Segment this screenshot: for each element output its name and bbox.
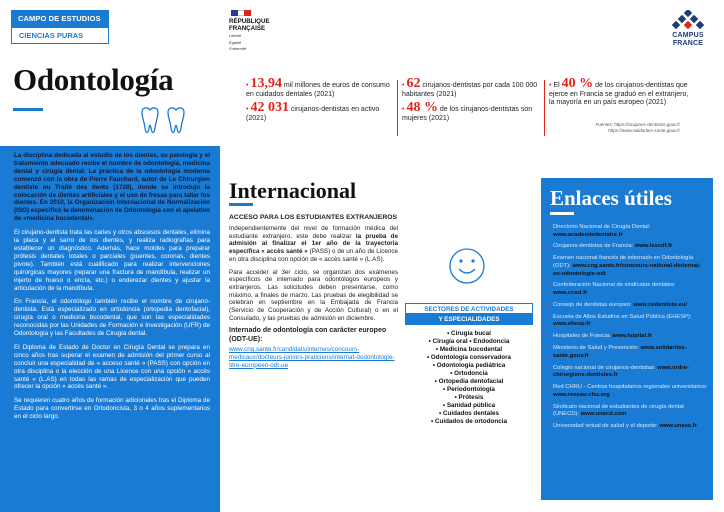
bullet-icon: •	[549, 82, 552, 89]
link-label: Consejo de dentistas europeo:	[553, 301, 634, 308]
stats-divider-1	[397, 80, 398, 136]
motto-line-1: Liberté	[229, 33, 242, 38]
sector-item: • Sanidad pública	[442, 402, 496, 409]
stats-column-2	[402, 76, 542, 128]
source-line-1: Fuentes: https://cirujanos-dentistas.gouv.fr	[595, 122, 680, 127]
links-list	[548, 224, 708, 435]
stat-number: 40 %	[561, 76, 594, 91]
internacional-section	[229, 214, 398, 369]
link-label: Sindicato nacional de estudiantes de cirugía dental (UNECD):	[553, 403, 684, 418]
stat-item	[246, 76, 396, 99]
title-underline	[13, 108, 43, 111]
description-paragraph: El Diploma de Estado de Doctor en Cirugía Dental se prepara en cinco años tras superar el examen de admisión del primer curso al concluir una especialidad de « acceso santé » (PASS) con opción en otra disciplina o la elección de una Licence con una opción « accès santé » (L.AS) en todas las ramas de especialización que pueden ofrecer la opción « accès santé ».	[14, 343, 210, 391]
link-label: Hospitales de Francia:	[553, 333, 613, 340]
link-item	[548, 302, 708, 310]
sources-note	[590, 122, 680, 134]
sector-item: • Ortopedia dentofacial	[434, 378, 504, 385]
description-panel	[0, 146, 220, 512]
stat-number: 62	[406, 76, 421, 91]
link-label: Escuela de Altos Estudios en Salud Pública (EHESP):	[553, 313, 692, 320]
internacional-title: Internacional	[229, 178, 357, 203]
motto-line-3: Fraternité	[229, 46, 247, 52]
link-item	[548, 243, 708, 251]
description-paragraph: La disciplina dedicada al estudio de los dientes, su patología y el tratamiento adecuado recibe el nombre de odontología, medicina dental y cirugía dental. La práctica de la odontología moderna comenzó con la obra de Pierre Fauchard, autor de Le Chirurgien dentiste ou Traité des dents (1728), donde se introdujo la colocación de dientes artificiales y el uso de fresas para tallar los dientes. En 2010, la Organización Internacional de Normalización (ISO) especificó la denominación de Odontología con el apelativo de «medicina bucodental».	[14, 152, 210, 223]
link-label: Examen nacional francés de internado en Odontología (ODT):	[553, 255, 694, 269]
description-paragraph: Se requieren cuatro años de formación adicionales tras el Diploma de Estado para convertirse en Ortodoncista, 3 o 4 años suplementarios en el ciclo largo.	[14, 397, 210, 421]
links-title: Enlaces útiles	[550, 186, 672, 210]
stat-number: 48 %	[406, 100, 438, 116]
stat-text: mil millones de euros de consumo en cuidados dentales (2021)	[246, 82, 390, 98]
link-label: Red CHRU - Centros hospitalarios regionales universitarios:	[553, 384, 708, 391]
campus-line-2: FRANCE	[672, 39, 704, 47]
internacional-paragraph-2: Para acceder al 3er ciclo, se organizan dos exámenes específicos de internado para odontólogos europeos y extranjeros. Las solicitudes deben presentarse, como máximo, a finales de marzo. Las pruebas de elegibilidad se celebran en septiembre en la Embajada de Francia (Servicio de Cooperación y de Acción Cultural) o en el Consulado, y las pruebas de admisión en diciembre.	[229, 268, 398, 322]
stats-divider-2	[544, 80, 545, 136]
p1-part-c: (PASS) o de un año de Licence en otra disciplina con opción de « accès santé » (L.AS).	[229, 248, 398, 263]
link-url[interactable]: www.hopital.fr	[612, 333, 653, 340]
internacional-underline	[229, 203, 253, 206]
sectores-title-bottom: Y ESPECIALIDADES	[405, 314, 533, 325]
link-item	[548, 333, 708, 341]
sector-item: • Cuidados de ortodoncia	[430, 418, 508, 425]
link-label: Directorio Nacional de Cirugía Dental:	[553, 224, 651, 230]
stat-text: de los cirujanos-dentistas son mujeres (2021)	[402, 106, 533, 122]
link-url[interactable]: www.cedentists.eu/	[633, 301, 687, 308]
stat-item	[402, 76, 542, 99]
links-underline	[550, 212, 574, 215]
motto-line-2: Égalité	[229, 39, 242, 45]
stat-text: cirujanos-dentistas en activo (2021)	[246, 106, 380, 122]
link-item	[548, 404, 708, 419]
link-url[interactable]: www.reseau-chu.org	[553, 391, 610, 398]
link-label: Confederación Nacional de sindicatos dentales:	[553, 282, 676, 289]
stat-text: de los cirujanos-dentistas que ejerce en Francia se graduó en el extranjero, la mayoría en un país europeo (2021)	[549, 82, 689, 107]
link-label: Universidad virtual de salud y el deporte:	[553, 423, 660, 430]
discipline-tag: CIENCIAS PURAS	[11, 27, 109, 44]
link-url[interactable]: www.solidarites-sante.gouv.fr	[553, 345, 687, 359]
bullet-icon: •	[246, 82, 249, 89]
sector-item: • Ortodoncia	[450, 370, 488, 377]
sector-item: • Odontología pediátrica	[432, 362, 506, 369]
description-paragraph: El cirujano-dentista trata las caries y otros abscesos dentales, elimina la placa y el sarro de los dientes, y realiza radiografías para establecer un diagnóstico. Además, hace moldes para preparar prótesis dentales totales o parciales (puentes, coronas, dientes pivote). También está cualificado para realizar intervenciones quirúrgicas mayores (reparar una fractura de mandíbula, realizar un injerto de hueso o encía, etc.) o enderezar dientes y ajustar la articulación de la mandíbula.	[14, 229, 210, 292]
stats-column-3	[549, 76, 689, 113]
republique-francaise-logo	[229, 10, 289, 52]
odt-ue-subtitle: Internado de odontología con carácter europeo (ODT-UE):	[229, 327, 387, 343]
campus-france-emblem-icon	[671, 10, 705, 32]
description-paragraph: En Francia, el odontólogo también recibe el nombre de cirujano-dentista. Está especializado en ortodoncia (ortopedia dentofacial), cirugía oral o medicina bucodental, que son las especialidades reconocidas por las Unidades de Formación e Investigación (UFR) de Odontología y las Facultades de Cirugía dental.	[14, 298, 210, 338]
stat-text: cirujanos-dentistas por cada 100 000 habitantes (2021)	[402, 82, 538, 98]
sector-item: • Periodontología	[443, 386, 495, 393]
link-url[interactable]: www.cnsd.fr	[553, 290, 588, 297]
french-flag-icon	[231, 10, 251, 16]
sectores-list	[405, 330, 533, 426]
link-item	[548, 314, 708, 329]
campus-france-logo	[660, 10, 716, 47]
p1-part-b: la prueba de admisión al finalizar el 1er año de la trayectoria específica « accès santé »	[229, 232, 399, 256]
sectores-title-top: SECTORES DE ACTIVIDADES	[405, 303, 533, 314]
link-label: Cirujanos-dentistas de Francia:	[553, 243, 635, 250]
sector-item: • Prótesis	[454, 394, 484, 401]
stat-prefix: El	[553, 82, 562, 89]
bullet-icon: •	[402, 82, 405, 89]
stat-item	[549, 76, 689, 108]
stats-column-1	[246, 76, 396, 128]
link-item	[548, 224, 708, 239]
odt-ue-link[interactable]: www.cng.sante.fr/candidats/internes/concours-medicaux/docteurs-juniors-praticiens/internat-dodontologie-titre-europeen-odt-ue	[229, 346, 395, 369]
link-item	[548, 255, 708, 278]
link-item	[548, 365, 708, 380]
sector-item: • Cuidados dentales	[439, 410, 499, 417]
link-item	[548, 423, 708, 431]
sector-item: • Cirugía bucal	[447, 330, 491, 337]
internacional-paragraph-1	[229, 225, 398, 264]
link-item	[548, 345, 708, 360]
link-item	[548, 282, 708, 297]
link-url[interactable]: www.cng.sante.fr/concours-national-dinternat-en-odontologie-odt	[553, 262, 701, 277]
sector-item: • Medicina bucodental	[435, 346, 503, 353]
link-url[interactable]: www.ordre-chirurgiens-dentistes.fr	[553, 364, 689, 379]
smiley-icon	[447, 246, 487, 286]
sector-item: • Odontología conservadora	[426, 354, 512, 361]
stat-number: 42 031	[250, 100, 289, 116]
link-url[interactable]: www.uness.fr	[659, 423, 697, 430]
stat-item	[246, 100, 396, 123]
p1-part-a: Independientemente del nivel de formación médica del estudiante extranjero, este debe realizar	[229, 225, 398, 240]
source-line-2: https://www.solidarites-sante.gouv.fr	[608, 128, 680, 133]
link-url[interactable]: www.unecd.com	[580, 411, 627, 418]
link-label: Ministerio de Salud y Prevención:	[553, 345, 641, 352]
link-label: Colegio nacional de cirujanos-dentistas:	[553, 364, 658, 371]
bullet-icon: •	[246, 106, 249, 114]
stat-number: 13,94	[250, 76, 282, 91]
campus-line-1: CAMPUS	[672, 32, 704, 39]
link-item	[548, 384, 708, 399]
stat-item	[402, 100, 542, 123]
link-url[interactable]: www.academiedentaire.fr	[553, 231, 623, 238]
republique-line-2: FRANÇAISE	[229, 25, 266, 32]
bullet-icon: •	[402, 106, 405, 114]
field-tag: CAMPO DE ESTUDIOS	[11, 10, 109, 27]
tooth-icon	[138, 106, 194, 136]
page-title: Odontología	[13, 62, 174, 97]
sector-item: • Cirugía oral • Endodoncia	[428, 338, 510, 345]
internacional-heading: ACCESO PARA LOS ESTUDIANTES EXTRANJEROS	[229, 214, 398, 221]
link-url[interactable]: www.ehesp.fr	[553, 321, 591, 328]
link-url[interactable]: www.lescdf.fr	[634, 243, 673, 250]
republique-line-1: RÉPUBLIQUE	[229, 18, 270, 25]
